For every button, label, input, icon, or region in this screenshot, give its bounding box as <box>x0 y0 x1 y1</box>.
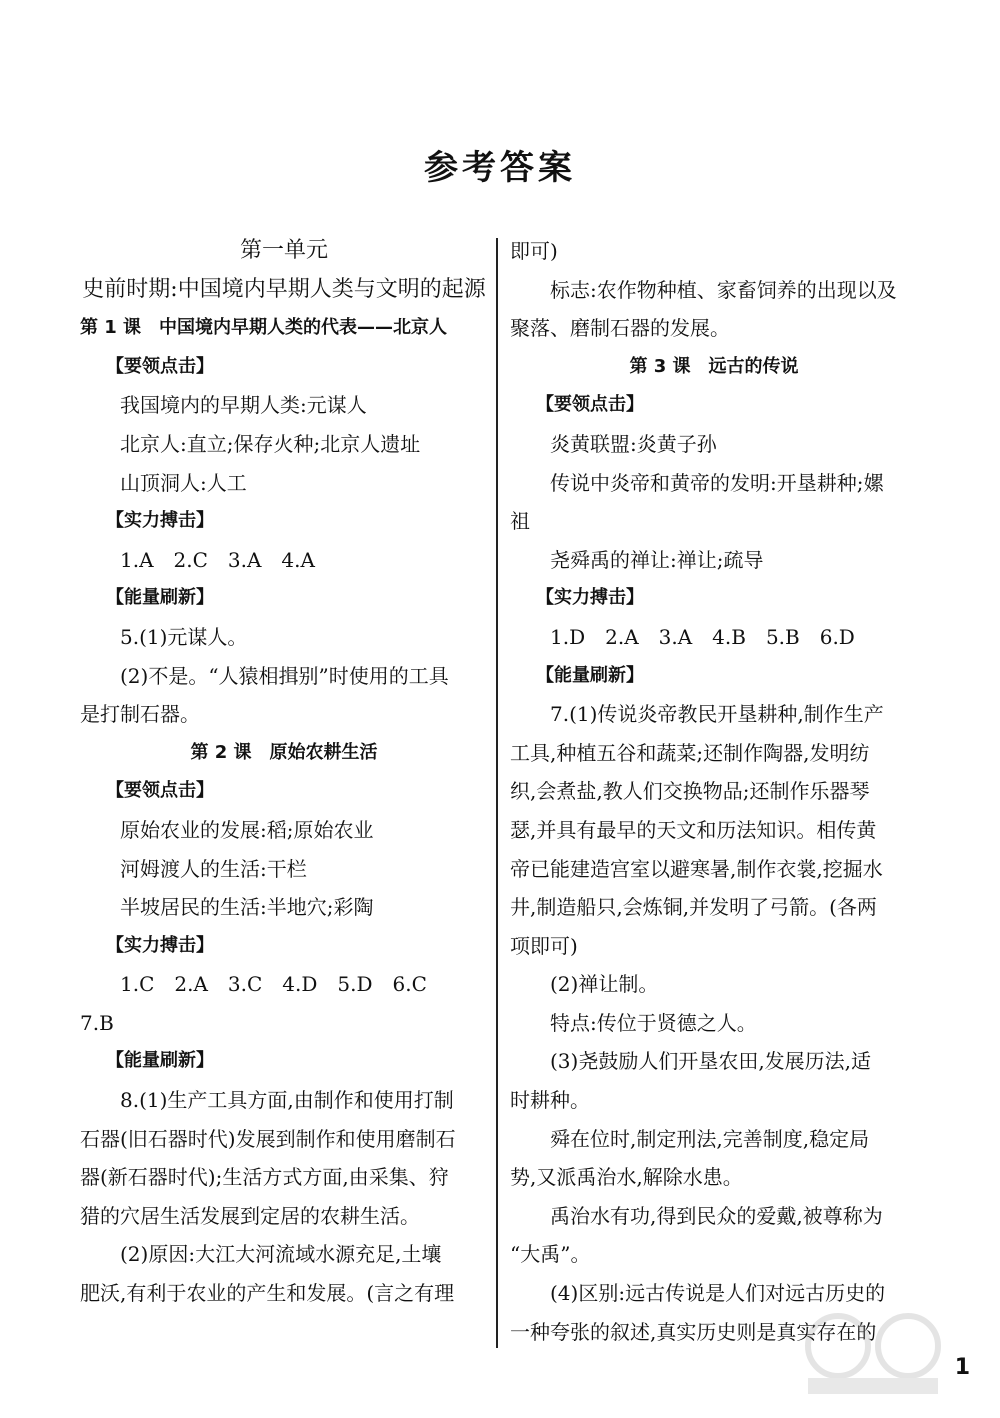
text-line: 1.D 2.A 3.A 4.B 5.B 6.D <box>550 624 855 649</box>
text-line: 器(新石器时代);生活方式方面,由采集、狩 <box>80 1165 449 1190</box>
text-line: 1.C 2.A 3.C 4.D 5.D 6.C <box>120 972 427 997</box>
unit-title: 第一单元 <box>239 238 328 263</box>
text-line: 禹治水有功,得到民众的爱戴,被尊称为 <box>550 1203 883 1228</box>
section-heading: 【要领点击】 <box>536 394 644 416</box>
text-line: (2)原因:大江大河流域水源充足,土壤 <box>120 1242 442 1267</box>
text-line: 7.(1)传说炎帝教民开垦耕种,制作生产 <box>550 702 884 727</box>
unit-title: 史前时期:中国境内早期人类与文明的起源 <box>82 276 486 302</box>
text-line: 是打制石器。 <box>80 702 200 727</box>
text-line: 石器(旧石器时代)发展到制作和使用磨制石 <box>80 1126 456 1151</box>
text-line: 炎黄联盟:炎黄子孙 <box>550 431 717 456</box>
section-heading: 【要领点击】 <box>106 780 214 802</box>
text-line: 瑟,并具有最早的天文和历法知识。相传黄 <box>510 817 877 842</box>
section-heading: 【能量刷新】 <box>536 664 644 686</box>
left-column <box>80 232 488 1313</box>
text-line: 我国境内的早期人类:元谋人 <box>120 393 367 418</box>
section-heading: 【实力搏击】 <box>536 587 644 609</box>
text-line: “大禹”。 <box>510 1242 591 1267</box>
text-line: 山顶洞人:人工 <box>120 470 247 495</box>
text-line: 标志:农作物种植、家畜饲养的出现以及 <box>550 277 897 302</box>
section-heading: 【实力搏击】 <box>106 934 214 956</box>
text-line: 北京人:直立;保存火种;北京人遗址 <box>120 431 421 456</box>
lesson-title: 第 3 课 远古的传说 <box>629 355 799 377</box>
text-line: 织,会煮盐,教人们交换物品;还制作乐器琴 <box>510 779 870 804</box>
section-heading: 【能量刷新】 <box>106 587 214 609</box>
text-line: 即可) <box>510 239 558 263</box>
page-number: 1 <box>954 1355 970 1380</box>
column-divider <box>496 238 498 1348</box>
text-line: 时耕种。 <box>510 1088 590 1113</box>
text-line: (2)不是。“人猿相揖别”时使用的工具 <box>120 663 449 688</box>
text-line: 1.A 2.C 3.A 4.A <box>120 547 315 572</box>
text-line: 聚落、磨制石器的发展。 <box>510 316 730 341</box>
text-line: 工具,种植五谷和蔬菜;还制作陶器,发明纺 <box>510 740 870 765</box>
text-line: (2)禅让制。 <box>550 972 659 997</box>
watermark-logo <box>798 1306 948 1396</box>
text-line: (4)区别:远古传说是人们对远古历史的 <box>550 1281 886 1306</box>
text-line: 特点:传位于贤德之人。 <box>550 1010 757 1035</box>
text-line: 井,制造船只,会炼铜,并发明了弓箭。(各两 <box>510 895 877 920</box>
text-line: 尧舜禹的禅让:禅让;疏导 <box>550 547 764 572</box>
text-line: 传说中炎帝和黄帝的发明:开垦耕种;嫘 <box>550 470 884 495</box>
page-title: 参考答案 <box>424 148 576 188</box>
section-heading: 【能量刷新】 <box>106 1050 214 1072</box>
text-line: 祖 <box>510 509 530 534</box>
text-line: (3)尧鼓励人们开垦农田,发展历法,适 <box>550 1049 872 1074</box>
right-column <box>510 232 918 1351</box>
text-line: 8.(1)生产工具方面,由制作和使用打制 <box>120 1088 454 1113</box>
text-line: 猎的穴居生活发展到定居的农耕生活。 <box>80 1203 420 1228</box>
text-line: 肥沃,有利于农业的产生和发展。(言之有理 <box>80 1281 455 1306</box>
text-line: 项即可) <box>510 933 578 958</box>
text-line: 河姆渡人的生活:干栏 <box>120 856 307 881</box>
lesson-title: 第 1 课 中国境内早期人类的代表——北京人 <box>80 317 448 339</box>
text-line: 势,又派禹治水,解除水患。 <box>510 1165 743 1190</box>
text-line: 7.B <box>80 1010 114 1035</box>
lesson-title: 第 2 课 原始农耕生活 <box>190 741 378 763</box>
text-line: 原始农业的发展:稻;原始农业 <box>120 817 374 842</box>
text-line: 帝已能建造宫室以避寒暑,制作衣裳,挖掘水 <box>510 856 883 881</box>
section-heading: 【实力搏击】 <box>106 510 214 532</box>
section-heading: 【要领点击】 <box>106 355 214 377</box>
text-line: 一种夸张的叙述,真实历史则是真实存在的 <box>510 1319 877 1344</box>
text-line: 半坡居民的生活:半地穴;彩陶 <box>120 895 374 920</box>
text-line: 舜在位时,制定刑法,完善制度,稳定局 <box>550 1126 870 1151</box>
text-line: 5.(1)元谋人。 <box>120 624 248 649</box>
